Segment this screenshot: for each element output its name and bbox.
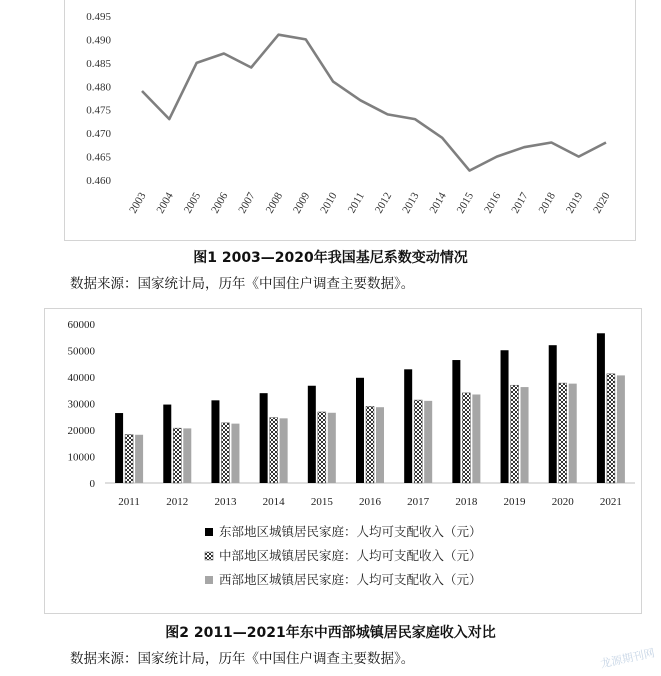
legend-swatch bbox=[205, 528, 213, 536]
bar bbox=[163, 405, 171, 483]
x-tick-label: 2009 bbox=[290, 190, 313, 216]
bar bbox=[318, 412, 326, 483]
y-tick-label: 0 bbox=[89, 478, 95, 490]
gini-series-line bbox=[142, 35, 606, 171]
x-tick-label: 2020 bbox=[551, 496, 574, 508]
bar bbox=[472, 394, 480, 483]
x-tick-label: 2016 bbox=[482, 190, 504, 216]
y-tick-label: 0.465 bbox=[86, 151, 111, 164]
bar bbox=[135, 435, 143, 483]
bar bbox=[521, 387, 529, 483]
bar bbox=[376, 407, 384, 483]
gini-line-chart bbox=[65, 0, 635, 240]
x-tick-label: 2019 bbox=[563, 190, 586, 216]
bar bbox=[356, 378, 364, 483]
y-tick-label: 0.480 bbox=[86, 81, 111, 94]
income-bar-chart bbox=[45, 309, 641, 613]
x-tick-label: 2014 bbox=[262, 496, 285, 508]
bar bbox=[501, 350, 509, 483]
y-tick-label: 0.475 bbox=[86, 104, 111, 117]
y-tick-label: 50000 bbox=[67, 345, 95, 358]
bar bbox=[308, 386, 316, 483]
legend-label: 西部地区城镇居民家庭：人均可支配收入（元） bbox=[219, 572, 482, 587]
bar bbox=[270, 418, 278, 483]
bar bbox=[221, 423, 229, 483]
x-tick-label: 2017 bbox=[407, 496, 430, 508]
bar bbox=[125, 435, 133, 483]
x-tick-label: 2015 bbox=[310, 496, 333, 508]
x-tick-label: 2011 bbox=[118, 496, 140, 508]
bar bbox=[597, 333, 605, 483]
bar bbox=[404, 369, 412, 483]
bar bbox=[260, 393, 268, 483]
x-tick-label: 2016 bbox=[359, 496, 381, 508]
bar bbox=[559, 383, 567, 483]
y-tick-label: 60000 bbox=[67, 319, 95, 331]
x-tick-label: 2014 bbox=[427, 190, 449, 216]
bar bbox=[462, 393, 470, 483]
line-chart-panel bbox=[64, 0, 636, 241]
x-tick-label: 2019 bbox=[503, 496, 526, 508]
y-tick-label: 40000 bbox=[67, 372, 95, 384]
watermark: 龙源期刊网 bbox=[599, 646, 656, 671]
x-tick-label: 2012 bbox=[166, 496, 189, 508]
x-tick-label: 2013 bbox=[214, 496, 237, 508]
bar bbox=[115, 413, 123, 483]
bar bbox=[424, 401, 432, 483]
y-tick-label: 0.485 bbox=[86, 57, 111, 70]
x-tick-label: 2006 bbox=[209, 190, 231, 216]
bar bbox=[414, 400, 422, 483]
bar bbox=[231, 424, 239, 483]
x-tick-label: 2007 bbox=[236, 190, 258, 216]
x-tick-label: 2015 bbox=[454, 190, 477, 216]
bar bbox=[452, 360, 460, 483]
y-tick-label: 0.470 bbox=[86, 128, 111, 141]
y-tick-label: 0.490 bbox=[86, 34, 111, 47]
legend-label: 中部地区城镇居民家庭：人均可支配收入（元） bbox=[219, 548, 482, 563]
y-tick-label: 0.460 bbox=[86, 175, 111, 187]
x-tick-label: 2005 bbox=[181, 190, 204, 216]
legend-swatch bbox=[205, 576, 213, 584]
figure2-source: 数据来源：国家统计局，历年《中国住户调查主要数据》。 bbox=[70, 651, 415, 667]
x-tick-label: 2011 bbox=[345, 190, 367, 216]
figure2-caption: 图2 2011—2021年东中西部城镇居民家庭收入对比 bbox=[165, 625, 496, 641]
bar bbox=[569, 384, 577, 483]
legend-label: 东部地区城镇居民家庭：人均可支配收入（元） bbox=[219, 524, 482, 539]
bar bbox=[211, 400, 219, 483]
x-tick-label: 2013 bbox=[400, 190, 422, 216]
x-tick-label: 2020 bbox=[591, 190, 613, 216]
y-tick-label: 0.495 bbox=[86, 11, 111, 23]
figure1-source: 数据来源：国家统计局，历年《中国住户调查主要数据》。 bbox=[70, 276, 415, 292]
legend-swatch bbox=[205, 552, 213, 560]
figure1-caption: 图1 2003—2020年我国基尼系数变动情况 bbox=[193, 250, 468, 266]
bar bbox=[328, 413, 336, 483]
x-tick-label: 2010 bbox=[318, 190, 340, 216]
x-tick-label: 2017 bbox=[509, 190, 531, 216]
x-tick-label: 2004 bbox=[154, 190, 176, 216]
y-tick-label: 30000 bbox=[67, 398, 95, 411]
bar bbox=[183, 428, 191, 483]
bar bbox=[607, 374, 615, 483]
bar bbox=[511, 385, 519, 483]
bar bbox=[617, 375, 625, 483]
x-tick-label: 2012 bbox=[372, 190, 395, 216]
x-tick-label: 2003 bbox=[127, 190, 149, 216]
y-tick-label: 20000 bbox=[67, 425, 95, 437]
bar bbox=[173, 428, 181, 483]
x-tick-label: 2018 bbox=[455, 496, 478, 508]
y-tick-label: 10000 bbox=[67, 451, 95, 464]
x-tick-label: 2008 bbox=[263, 190, 286, 216]
bar bbox=[366, 406, 374, 483]
bar bbox=[280, 418, 288, 483]
bar bbox=[549, 345, 557, 483]
x-tick-label: 2018 bbox=[536, 190, 559, 216]
bar-chart-panel bbox=[44, 308, 642, 614]
x-tick-label: 2021 bbox=[599, 496, 622, 508]
